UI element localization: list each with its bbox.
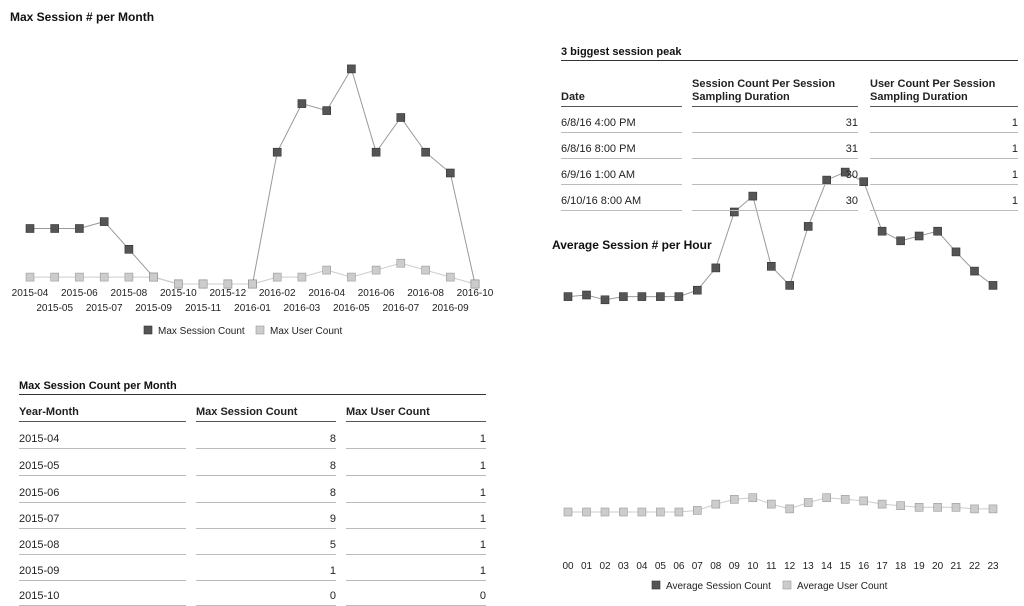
chart0-series-1-point-9 — [249, 280, 257, 288]
chart0-legend-swatch-1 — [256, 326, 264, 334]
chart0-legend-label-1: Max User Count — [270, 326, 343, 337]
chart1-series-0-point-12 — [786, 281, 794, 289]
chart1-series-0-point-22 — [971, 267, 979, 275]
chart1-series-0-point-16 — [860, 178, 868, 186]
chart0-x-tick-16: 2016-08 — [407, 288, 444, 299]
chart0-x-tick-4: 2015-08 — [110, 288, 148, 299]
chart1-series-0-point-20 — [934, 227, 942, 235]
chart1-x-tick-16: 16 — [858, 561, 870, 572]
chart0-x-tick-14: 2016-06 — [357, 288, 395, 299]
chart1-series-0-point-23 — [989, 281, 997, 289]
chart0-series-0-point-1 — [51, 225, 59, 233]
chart0-series-1-point-16 — [422, 266, 430, 274]
peak-table-title: 3 biggest session peak — [561, 46, 1018, 61]
chart1-series-0-point-21 — [952, 248, 960, 256]
chart0-series-0-point-12 — [323, 107, 331, 115]
chart0-series-1-point-15 — [397, 259, 405, 267]
chart1-x-tick-19: 19 — [913, 561, 925, 572]
chart1-series-0-point-1 — [583, 291, 591, 299]
chart0-series-1-point-10 — [273, 273, 281, 281]
month-row-2-session: 8 — [196, 487, 336, 503]
chart1-series-1-point-12 — [786, 505, 794, 513]
chart0-x-tick-12: 2016-04 — [308, 288, 346, 299]
chart1-series-0-point-0 — [564, 293, 572, 301]
month-row-3-ym: 2015-07 — [19, 513, 186, 529]
peak-row-0-session: 31 — [692, 117, 858, 133]
chart1-x-tick-8: 08 — [710, 561, 722, 572]
peak-row-3-date: 6/10/16 8:00 AM — [561, 195, 682, 211]
month-row-4-session: 5 — [196, 539, 336, 555]
chart1-series-1-point-19 — [915, 503, 923, 511]
chart1-x-tick-17: 17 — [876, 561, 888, 572]
chart0-series-1-point-5 — [150, 273, 158, 281]
chart0-series-1-point-3 — [100, 273, 108, 281]
chart1-x-tick-2: 02 — [599, 561, 611, 572]
month-row-1-user: 1 — [346, 460, 486, 476]
chart1-series-0-point-17 — [878, 227, 886, 235]
chart1-x-tick-12: 12 — [784, 561, 796, 572]
chart0-x-tick-13: 2016-05 — [333, 303, 370, 314]
peak-header-date: Date — [561, 78, 682, 107]
chart0-legend-label-0: Max Session Count — [158, 326, 245, 337]
chart0-x-tick-18: 2016-10 — [456, 288, 494, 299]
chart1-x-tick-14: 14 — [821, 561, 833, 572]
chart0-series-1-point-14 — [372, 266, 380, 274]
chart0-series-1-point-7 — [199, 280, 207, 288]
chart1-series-1-point-0 — [564, 508, 572, 516]
chart1-series-1-point-6 — [675, 508, 683, 516]
month-row-1-session: 8 — [196, 460, 336, 476]
peak-row-1-session: 31 — [692, 143, 858, 159]
month-header-max-user: Max User Count — [346, 406, 486, 422]
chart1-x-tick-22: 22 — [968, 561, 981, 572]
chart1-series-1-point-18 — [897, 502, 905, 510]
month-row-0-ym: 2015-04 — [19, 433, 186, 449]
month-row-5-ym: 2015-09 — [19, 565, 186, 581]
chart1-series-0-point-18 — [897, 237, 905, 245]
month-header-year-month: Year-Month — [19, 406, 186, 422]
chart0-series-1-point-13 — [347, 273, 355, 281]
chart0-series-1-point-1 — [51, 273, 59, 281]
chart1-series-1-point-17 — [878, 500, 886, 508]
hourly-chart-title: Average Session # per Hour — [552, 238, 712, 252]
peak-row-0-date: 6/8/16 4:00 PM — [561, 117, 682, 133]
peak-row-2-user: 1 — [870, 169, 1018, 185]
chart1-series-0-point-8 — [712, 264, 720, 272]
chart1-x-tick-11: 11 — [766, 561, 777, 572]
chart1-series-1-point-4 — [638, 508, 646, 516]
chart0-x-tick-7: 2015-11 — [185, 303, 222, 314]
month-row-4-ym: 2015-08 — [19, 539, 186, 555]
chart1-series-1-point-14 — [823, 494, 831, 502]
chart1-series-1-point-2 — [601, 508, 609, 516]
peak-row-3-user: 1 — [870, 195, 1018, 211]
chart0-x-tick-5: 2015-09 — [135, 303, 172, 314]
chart1-x-tick-15: 15 — [839, 561, 851, 572]
chart1-series-1-point-7 — [693, 506, 701, 514]
chart0-series-0-point-0 — [26, 225, 34, 233]
chart1-series-1-point-15 — [841, 495, 849, 503]
month-row-4-user: 1 — [346, 539, 486, 555]
chart1-series-0-line — [568, 172, 993, 300]
chart0-series-1-point-6 — [174, 280, 182, 288]
chart0-x-tick-1: 2015-05 — [36, 303, 74, 314]
chart1-legend-label-0: Average Session Count — [666, 581, 771, 592]
chart1-series-0-point-7 — [693, 286, 701, 294]
month-row-3-session: 9 — [196, 513, 336, 529]
peak-row-1-user: 1 — [870, 143, 1018, 159]
peak-row-3-session: 30 — [692, 195, 858, 211]
month-table-title: Max Session Count per Month — [19, 380, 486, 395]
month-row-2-ym: 2015-06 — [19, 487, 186, 503]
chart0-x-tick-3: 2015-07 — [85, 303, 123, 314]
peak-row-0-user: 1 — [870, 117, 1018, 133]
month-row-1-ym: 2015-05 — [19, 460, 186, 476]
chart1-series-1-point-21 — [952, 503, 960, 511]
chart1-x-tick-0: 00 — [562, 561, 574, 572]
chart0-x-tick-15: 2016-07 — [382, 303, 420, 314]
chart1-x-tick-21: 21 — [950, 561, 962, 572]
chart0-x-tick-2: 2015-06 — [61, 288, 98, 299]
peak-row-2-date: 6/9/16 1:00 AM — [561, 169, 682, 185]
chart0-series-1-point-8 — [224, 280, 232, 288]
chart1-series-1-point-3 — [619, 508, 627, 516]
peak-row-2-session: 30 — [692, 169, 858, 185]
chart0-legend-swatch-0 — [144, 326, 152, 334]
chart0-x-tick-0: 2015-04 — [11, 288, 49, 299]
chart0-series-1-point-11 — [298, 273, 306, 281]
chart0-series-1-point-0 — [26, 273, 34, 281]
chart0-series-0-point-17 — [446, 169, 454, 177]
chart0-series-0-line — [30, 69, 475, 284]
chart1-x-tick-20: 20 — [932, 561, 944, 572]
chart0-series-0-point-3 — [100, 218, 108, 226]
chart1-legend-swatch-1 — [783, 581, 791, 589]
chart1-x-tick-7: 07 — [691, 561, 703, 572]
month-row-6-session: 0 — [196, 590, 336, 606]
month-row-6-user: 0 — [346, 590, 486, 606]
chart0-series-1-point-18 — [471, 280, 479, 288]
chart0-x-tick-9: 2016-01 — [234, 303, 271, 314]
chart1-x-tick-18: 18 — [895, 561, 907, 572]
monthly-chart-title: Max Session # per Month — [10, 10, 155, 24]
chart1-series-0-point-19 — [915, 232, 923, 240]
chart0-series-0-point-14 — [372, 148, 380, 156]
chart1-series-1-point-11 — [767, 500, 775, 508]
chart1-x-tick-4: 04 — [636, 561, 648, 572]
chart0-series-1-point-2 — [75, 273, 83, 281]
chart0-series-1-point-4 — [125, 273, 133, 281]
chart1-x-tick-13: 13 — [802, 561, 814, 572]
chart1-series-0-point-5 — [656, 293, 664, 301]
chart0-series-1-point-12 — [323, 266, 331, 274]
peak-header-session-count: Session Count Per Session Sampling Duration — [692, 78, 858, 107]
chart0-series-0-point-2 — [75, 225, 83, 233]
month-header-max-session: Max Session Count — [196, 406, 336, 422]
chart1-series-1-point-8 — [712, 500, 720, 508]
chart1-x-tick-23: 23 — [987, 561, 999, 572]
chart1-series-1-point-23 — [989, 505, 997, 513]
chart1-x-tick-5: 05 — [654, 561, 666, 572]
chart0-series-0-point-16 — [422, 148, 430, 156]
chart1-x-tick-1: 01 — [580, 561, 593, 572]
month-row-5-user: 1 — [346, 565, 486, 581]
chart1-legend-label-1: Average User Count — [797, 581, 888, 592]
chart0-x-tick-10: 2016-02 — [258, 288, 296, 299]
chart1-series-1-point-13 — [804, 499, 812, 507]
chart1-series-0-point-11 — [767, 262, 775, 270]
chart0-series-0-point-13 — [347, 65, 355, 73]
chart0-series-0-point-10 — [273, 148, 281, 156]
chart0-series-0-point-11 — [298, 100, 306, 108]
chart1-x-tick-6: 06 — [673, 561, 685, 572]
chart0-series-1-point-17 — [446, 273, 454, 281]
chart1-series-0-point-4 — [638, 293, 646, 301]
chart1-series-1-point-16 — [860, 497, 868, 505]
chart1-series-1-point-22 — [971, 505, 979, 513]
chart1-x-tick-9: 09 — [728, 561, 740, 572]
chart1-series-1-point-9 — [730, 495, 738, 503]
month-row-3-user: 1 — [346, 513, 486, 529]
chart0-x-tick-17: 2016-09 — [431, 303, 469, 314]
chart0-x-tick-11: 2016-03 — [283, 303, 321, 314]
chart1-series-1-point-20 — [934, 503, 942, 511]
month-row-2-user: 1 — [346, 487, 486, 503]
chart1-legend-swatch-0 — [652, 581, 660, 589]
chart0-series-0-point-4 — [125, 245, 133, 253]
chart1-series-1-point-10 — [749, 494, 757, 502]
chart1-x-tick-3: 03 — [617, 561, 629, 572]
month-row-5-session: 1 — [196, 565, 336, 581]
chart1-series-0-point-3 — [619, 293, 627, 301]
chart1-series-1-point-1 — [583, 508, 591, 516]
month-row-0-session: 8 — [196, 433, 336, 449]
chart1-series-1-point-5 — [656, 508, 664, 516]
chart1-series-0-point-13 — [804, 222, 812, 230]
peak-row-1-date: 6/8/16 8:00 PM — [561, 143, 682, 159]
chart1-series-0-point-6 — [675, 293, 683, 301]
month-row-6-ym: 2015-10 — [19, 590, 186, 606]
chart0-series-0-point-15 — [397, 114, 405, 122]
chart1-series-1-line — [568, 498, 993, 512]
peak-header-user-count: User Count Per Session Sampling Duration — [870, 78, 1018, 107]
chart1-x-tick-10: 10 — [747, 561, 759, 572]
month-row-0-user: 1 — [346, 433, 486, 449]
chart0-x-tick-6: 2015-10 — [159, 288, 197, 299]
chart0-x-tick-8: 2015-12 — [209, 288, 247, 299]
chart1-series-0-point-2 — [601, 296, 609, 304]
